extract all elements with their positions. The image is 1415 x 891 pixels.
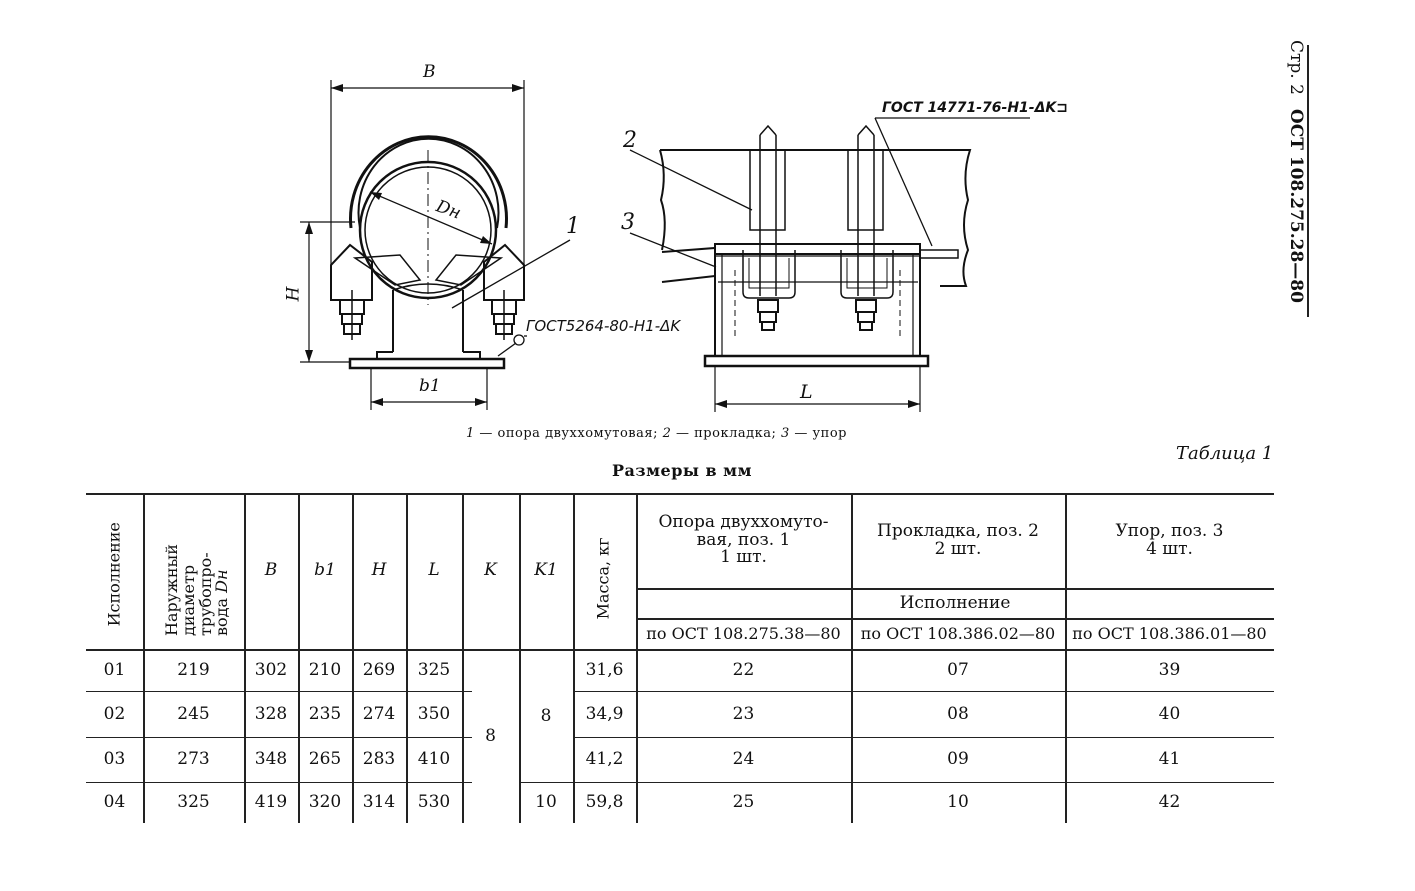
cell-pad: 08 bbox=[947, 703, 969, 724]
header-diameter-word: вода bbox=[212, 597, 232, 636]
cell-H: 283 bbox=[362, 749, 396, 770]
cell-stop: 40 bbox=[1158, 703, 1181, 724]
header-stop-l1: Упор, поз. 3 bbox=[1115, 520, 1224, 541]
header-execution: Исполнение bbox=[899, 592, 1011, 613]
cell-support: 25 bbox=[732, 792, 755, 813]
cell-B: 328 bbox=[254, 703, 288, 724]
header-support-l1: Опора двуххомуто- bbox=[658, 511, 829, 532]
cell-L: 410 bbox=[417, 749, 451, 770]
callout-2: 2 bbox=[623, 128, 637, 153]
weld-note-right: ГОСТ 14771-76-Н1-ΔK⊐ bbox=[882, 100, 1069, 116]
header-diameter-l3: трубопро- bbox=[195, 552, 215, 636]
side-view bbox=[630, 118, 1030, 412]
header-pad-l1: Прокладка, поз. 2 bbox=[877, 520, 1039, 541]
cell-L: 325 bbox=[417, 660, 451, 681]
header-stop-l2: 4 шт. bbox=[1146, 538, 1193, 559]
weld-note-left: ГОСТ5264-80-Н1-ΔK bbox=[526, 317, 681, 335]
figure-legend bbox=[466, 426, 847, 441]
header-std-support: по ОСТ 108.275.38—80 bbox=[646, 623, 841, 643]
cell-support: 23 bbox=[732, 703, 755, 724]
cell-H: 274 bbox=[362, 703, 396, 724]
header-pad-l2: 2 шт. bbox=[934, 538, 982, 559]
header-std-pad: по ОСТ 108.386.02—80 bbox=[860, 623, 1056, 643]
cell-K-merged: 8 bbox=[485, 726, 496, 747]
cell-Dn: 245 bbox=[177, 703, 210, 724]
header-pad bbox=[851, 493, 1065, 588]
cell-B: 302 bbox=[254, 660, 288, 681]
header-diameter-sym: Dн bbox=[212, 569, 232, 593]
units-caption: Размеры в мм bbox=[612, 461, 752, 480]
header-H: H bbox=[371, 560, 387, 581]
legend-text-3: — упор bbox=[789, 426, 847, 441]
header-support-l3: 1 шт. bbox=[720, 547, 767, 568]
cell-mass: 34,9 bbox=[585, 703, 624, 724]
cell-b1: 235 bbox=[308, 703, 342, 724]
legend-text-2: — прокладка; bbox=[671, 426, 781, 441]
dimensions-table bbox=[86, 493, 1274, 823]
callout-1: 1 bbox=[566, 214, 580, 239]
header-std-stop: по ОСТ 108.386.01—80 bbox=[1072, 623, 1267, 643]
cell-L: 350 bbox=[417, 703, 451, 724]
header-L: L bbox=[428, 560, 440, 581]
dim-H-label: H bbox=[283, 286, 304, 302]
dim-Dn-text: Dн bbox=[433, 196, 464, 224]
page-label: Стр. 2 bbox=[1286, 40, 1306, 95]
doc-code: ОСТ 108.275.28—80 bbox=[1286, 108, 1306, 303]
side-header-text bbox=[1286, 40, 1306, 303]
header-mass: Масса, кг bbox=[593, 537, 613, 620]
cell-mass: 59,8 bbox=[585, 792, 624, 813]
dim-B-label: B bbox=[423, 62, 436, 82]
cell-B: 348 bbox=[254, 749, 288, 770]
dim-L-label: L bbox=[800, 381, 813, 403]
cell-stop: 39 bbox=[1158, 660, 1181, 681]
cell-support: 24 bbox=[732, 749, 755, 770]
header-diameter bbox=[162, 506, 232, 636]
cell-variant: 01 bbox=[103, 660, 126, 681]
cell-pad: 10 bbox=[947, 792, 969, 813]
header-support bbox=[636, 493, 851, 588]
cell-Dn: 219 bbox=[177, 660, 210, 681]
cell-support: 22 bbox=[732, 660, 755, 681]
cell-K1-04: 10 bbox=[535, 792, 557, 813]
cell-b1: 320 bbox=[308, 792, 342, 813]
callout-3: 3 bbox=[621, 210, 635, 235]
cell-pad: 07 bbox=[947, 660, 969, 681]
cell-Dn: 325 bbox=[177, 792, 210, 813]
header-diameter-l4 bbox=[214, 506, 231, 636]
cell-variant: 02 bbox=[103, 703, 126, 724]
cell-H: 269 bbox=[362, 660, 396, 681]
table-number: Таблица 1 bbox=[1176, 443, 1274, 464]
header-variant: Исполнение bbox=[104, 522, 124, 627]
legend-num-2: 2 bbox=[662, 426, 672, 441]
cell-stop: 42 bbox=[1158, 792, 1181, 813]
cell-mass: 31,6 bbox=[585, 660, 624, 681]
header-support-l2: вая, поз. 1 bbox=[696, 529, 791, 550]
cell-mass: 41,2 bbox=[585, 749, 624, 770]
cell-b1: 210 bbox=[308, 660, 342, 681]
legend-num-3: 3 bbox=[780, 426, 790, 441]
header-diameter-l2: диаметр bbox=[178, 564, 198, 636]
header-K1: K1 bbox=[534, 560, 558, 581]
front-view bbox=[300, 80, 570, 410]
legend-text-1: — опора двуххомутовая; bbox=[474, 426, 663, 441]
cell-variant: 03 bbox=[103, 749, 126, 770]
technical-drawing bbox=[0, 0, 1300, 420]
cell-variant: 04 bbox=[103, 792, 126, 813]
header-diameter-l1: Наружный bbox=[162, 544, 181, 636]
cell-stop: 41 bbox=[1158, 749, 1181, 770]
cell-pad: 09 bbox=[947, 749, 969, 770]
side-header bbox=[1286, 40, 1338, 330]
cell-L: 530 bbox=[417, 792, 451, 813]
cell-B: 419 bbox=[254, 792, 288, 813]
legend-num-1: 1 bbox=[466, 426, 475, 441]
cell-H: 314 bbox=[362, 792, 396, 813]
cell-Dn: 273 bbox=[177, 749, 210, 770]
header-K: K bbox=[484, 560, 497, 581]
cell-b1: 265 bbox=[308, 749, 342, 770]
header-B: B bbox=[264, 560, 278, 581]
cell-K1-merged: 8 bbox=[540, 705, 552, 726]
header-stop bbox=[1065, 493, 1274, 588]
header-b1: b1 bbox=[314, 560, 336, 581]
dim-b1-label: b1 bbox=[419, 376, 441, 396]
